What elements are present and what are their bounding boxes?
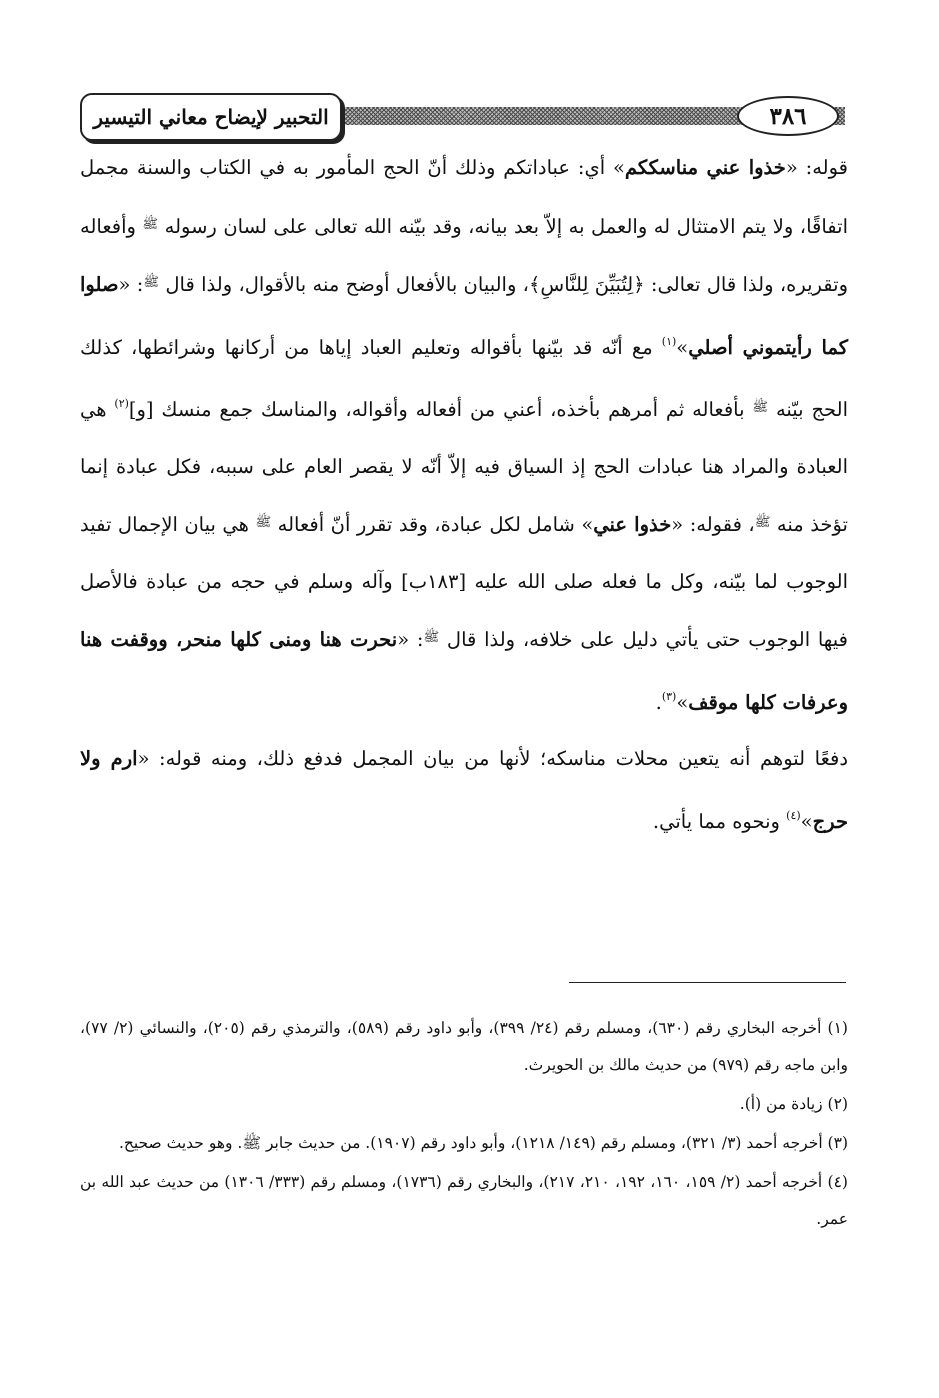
footnote-ref: (١)	[661, 334, 677, 348]
hadith-quote: صلوا كما رأيتموني أصلي	[80, 273, 848, 359]
text-run: هي بيان الإجمال تفيد الوجوب لما بيّنه، وكل ما فعله صلى الله عليه [١٨٣ب] وآله وسلم في حجه من عبادة فالأصل فيها الوجوب حتى يأتي دليل على خلافه، ولذا قال	[80, 513, 848, 651]
hadith-quote: خذوا عني مناسككم	[624, 156, 786, 179]
text-run: بأفعاله ثم أمرهم بأخذه، أعني من أفعاله وأقواله، والمناسك جمع منسك [و]	[128, 398, 753, 421]
text-run: » شامل لكل عبادة، وقد تقرر أنّ أفعاله	[271, 513, 594, 536]
text-run: وأفعاله وتقريره، ولذا قال تعالى: ﴿لِتُبَيِّنَ لِلنَّاسِ﴾، والبيان بالأفعال أوضح منه بالأقوال، ولذا قال	[80, 214, 848, 296]
text-run: » أي: عباداتكم وذلك أنّ الحج المأمور به في الكتاب والسنة مجمل اتفاقًا، ولا يتم الامتثال له والعمل به إلاّ بعد بيانه، وقد بيّنه الله تعالى على لسان رسوله	[80, 156, 848, 238]
footnote-ref: (٢)	[114, 397, 129, 410]
salawat-glyph: ﷺ	[143, 275, 160, 290]
footnote-ref: (٣)	[661, 689, 677, 703]
footnote-1: (١) أخرجه البخاري رقم (٦٣٠)، ومسلم رقم (٢٤/ ٣٩٩)، وأبو داود رقم (٥٨٩)، والترمذي رقم (٢٠٥)، والنسائي (٢/ ٧٧)، وابن ماجه رقم (٩٧٩) من حديث مالك بن الحويرث.	[80, 1019, 848, 1074]
footnote-4: (٤) أخرجه أحمد (٢/ ١٥٩، ١٦٠، ١٩٢، ٢١٠، ٢١٧)، والبخاري رقم (١٧٣٦)، ومسلم رقم (٣٣٣/ ١٣٠٦) من حديث عبد الله بن عمر.	[80, 1173, 848, 1228]
text-run: »	[800, 809, 813, 833]
salawat-glyph: ﷺ	[423, 630, 440, 645]
text-run: قوله: «	[785, 156, 848, 179]
salawat-glyph: ﷺ	[255, 515, 272, 530]
footnote-ref: (٤)	[786, 808, 801, 822]
footnote-2: (٢) زيادة من (أ).	[739, 1095, 848, 1113]
text-run: »	[676, 690, 689, 714]
page-header	[80, 93, 845, 143]
text-run: .	[655, 690, 662, 714]
book-title: التحبير لإيضاح معاني التيسير	[80, 93, 342, 141]
salawat-glyph: ﷺ	[754, 515, 771, 530]
footnote-3: (٣) أخرجه أحمد (٣/ ٣٢١)، ومسلم رقم (١٤٩/ ١٢١٨)، وأبو داود رقم (١٩٠٧). من حديث جابر ﷺ. وهو حديث صحيح.	[118, 1134, 848, 1152]
text-run: هي العبادة والمراد هنا عبادات الحج إذ السياق فيه إلاّ أنّه لا يقصر العام على سببه، فكل عبادة إنما تؤخذ منه	[80, 398, 848, 536]
main-text	[80, 140, 848, 850]
footnotes	[80, 1010, 848, 1240]
text-run: مع أنّه قد بيّنها بأقواله وتعليم العباد إياها من أركانها وشرائطها، كذلك الحج بيّنه	[80, 335, 848, 421]
page-number: ٣٨٦	[737, 96, 839, 136]
hadith-quote: خذوا عني	[593, 513, 672, 536]
text-run: ونحوه مما يأتي.	[652, 809, 787, 833]
paragraph-1	[80, 140, 848, 731]
text-run: : «	[118, 273, 144, 296]
text-run: دفعًا لتوهم أنه يتعين محلات مناسكه؛ لأنها من بيان المجمل فدفع ذلك، ومنه قوله: «	[137, 747, 849, 770]
text-run: : «	[397, 628, 424, 651]
paragraph-2	[80, 731, 848, 850]
hadith-quote: ارم ولا حرج	[80, 747, 848, 833]
hadith-quote: نحرت هنا ومنى كلها منحر، ووقفت هنا وعرفات كلها موقف	[80, 628, 848, 714]
salawat-glyph: ﷺ	[142, 216, 159, 232]
text-run: »	[676, 335, 689, 359]
salawat-glyph: ﷺ	[752, 400, 769, 415]
footnote-divider	[569, 982, 846, 983]
text-run: ، فقوله: «	[671, 513, 755, 536]
